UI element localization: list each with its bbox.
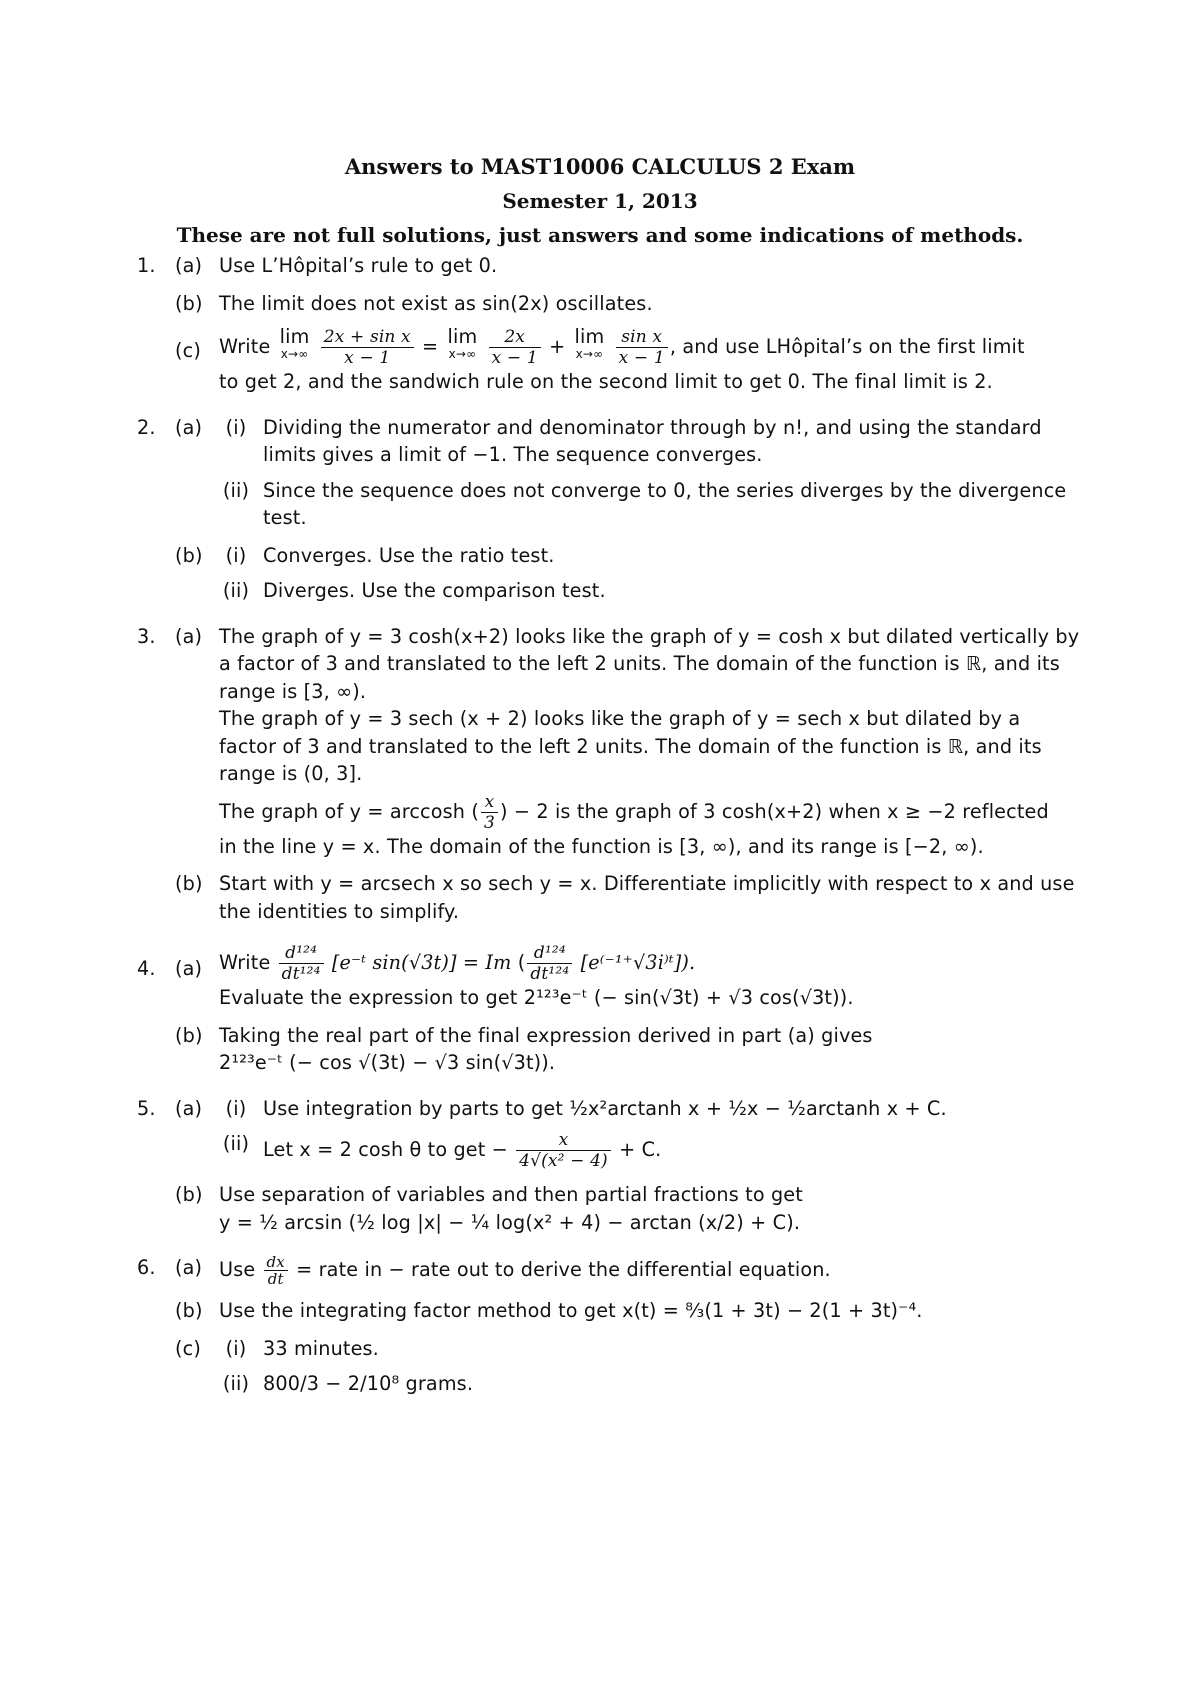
question-number: 2. bbox=[137, 415, 156, 439]
question-number: 3. bbox=[137, 624, 156, 648]
part-1c bbox=[175, 327, 1080, 396]
answer-paragraph: The graph of y = 3 sech (x + 2) looks like the graph of y = sech x but dilated by a factor of 3 and translated to the left 2 units. The domain of the function is ℝ, and its range is (0, 3]. bbox=[219, 707, 1042, 785]
subpart-label: (ii) bbox=[222, 478, 250, 502]
answer-text: to get 2, and the sandwich rule on the second limit to get 0. The final limit is 2. bbox=[219, 370, 993, 393]
question-number: 5. bbox=[137, 1096, 156, 1120]
subpart-2b-ii bbox=[219, 577, 1080, 605]
subpart-2a-i bbox=[219, 414, 1080, 469]
answer-text: in the line y = x. The domain of the function is [3, ∞), and its range is [−2, ∞). bbox=[219, 834, 984, 858]
question-number: 1. bbox=[137, 254, 156, 277]
lim-subscript: x→∞ bbox=[575, 347, 604, 361]
fraction bbox=[489, 327, 541, 368]
lim-subscript: x→∞ bbox=[280, 347, 309, 361]
answer-text: Evaluate the expression to get 2¹²³e⁻ᵗ (− sin(√3t) + √3 cos(√3t)). bbox=[219, 986, 854, 1009]
part-3a bbox=[175, 623, 1080, 861]
subpart-label: (i) bbox=[225, 1096, 247, 1120]
numerator: d¹²⁴ bbox=[279, 943, 324, 964]
lim-word: lim bbox=[279, 325, 310, 348]
part-label: (a) bbox=[175, 957, 203, 980]
denominator: dt¹²⁴ bbox=[281, 964, 321, 984]
denominator: 4√(x² − 4) bbox=[519, 1151, 608, 1171]
part-1a bbox=[175, 252, 1080, 280]
part-label: (b) bbox=[175, 1023, 203, 1047]
numerator: x bbox=[516, 1130, 611, 1151]
numerator: d¹²⁴ bbox=[527, 943, 572, 964]
derivative-fraction bbox=[279, 943, 324, 984]
part-4a bbox=[175, 943, 1080, 1012]
subpart-label: (ii) bbox=[222, 1132, 250, 1155]
method-text: , and use LHôpital’s on the first limit bbox=[669, 335, 1025, 358]
part-label: (b) bbox=[175, 291, 203, 315]
subpart-2a-ii bbox=[219, 477, 1080, 532]
denominator: x − 1 bbox=[491, 348, 538, 368]
part-label: (b) bbox=[175, 543, 203, 567]
part-label: (a) bbox=[175, 624, 203, 648]
part-label: (a) bbox=[175, 1096, 203, 1120]
numerator: 2x + sin x bbox=[321, 327, 414, 348]
fraction bbox=[481, 792, 498, 833]
lim-subscript: x→∞ bbox=[448, 347, 477, 361]
answer-text: Use separation of variables and then partial fractions to get bbox=[219, 1183, 803, 1206]
derivative-fraction bbox=[527, 943, 572, 984]
part-label: (a) bbox=[175, 254, 203, 277]
question-3 bbox=[125, 623, 1080, 926]
subpart-label: (ii) bbox=[222, 1372, 250, 1395]
plus-sign: + bbox=[549, 335, 566, 358]
answer-text: Converges. Use the ratio test. bbox=[263, 543, 555, 567]
disclaimer-line: These are not full solutions, just answers and some indications of methods. bbox=[176, 223, 1024, 247]
expression: [e⁽⁻¹⁺√3i⁾ᵗ]). bbox=[580, 951, 696, 974]
part-3b bbox=[175, 870, 1080, 925]
numerator: 2x bbox=[489, 327, 541, 348]
part-label: (c) bbox=[175, 339, 201, 362]
answer-text: 800/3 − 2/10⁸ grams. bbox=[263, 1372, 474, 1395]
answer-text: Since the sequence does not converge to 0, the series diverges by the divergence test. bbox=[263, 478, 1067, 529]
part-6b bbox=[175, 1297, 1080, 1325]
numerator: dx bbox=[264, 1254, 288, 1271]
part-label: (a) bbox=[175, 415, 203, 439]
numerator: sin x bbox=[616, 327, 668, 348]
limit-operator bbox=[280, 327, 310, 361]
denominator: x − 1 bbox=[618, 348, 665, 368]
part-2b bbox=[175, 542, 1080, 605]
answer-text: + C. bbox=[619, 1138, 662, 1161]
subpart-6c-i bbox=[219, 1335, 1080, 1363]
answers-body bbox=[125, 252, 1080, 1416]
question-1 bbox=[125, 252, 1080, 396]
answer-text: = rate in − rate out to derive the differential equation. bbox=[296, 1258, 831, 1281]
subpart-label: (i) bbox=[225, 1336, 247, 1360]
fraction bbox=[321, 327, 414, 368]
answer-text: The graph of y = arccosh bbox=[219, 799, 466, 823]
document-title: Answers to MAST10006 CALCULUS 2 Exam bbox=[344, 154, 856, 179]
answer-text: Let x = 2 cosh θ to get − bbox=[263, 1138, 508, 1161]
answer-text: 33 minutes. bbox=[263, 1336, 379, 1360]
subpart-2b-i bbox=[219, 542, 1080, 570]
question-number: 6. bbox=[137, 1256, 156, 1279]
document-header bbox=[0, 150, 1200, 252]
limit-operator bbox=[448, 327, 478, 361]
formula-line bbox=[219, 327, 1080, 368]
part-6a bbox=[175, 1254, 1080, 1287]
answer-text: Use integration by parts to get ½x²arctanh x + ½x − ½arctanh x + C. bbox=[263, 1096, 947, 1120]
equals-sign: = bbox=[422, 335, 439, 358]
subpart-5a-ii bbox=[219, 1130, 1080, 1171]
answer-text: Taking the real part of the final expression derived in part (a) gives bbox=[219, 1023, 873, 1047]
answer-text: Use L’Hôpital’s rule to get 0. bbox=[219, 254, 498, 277]
answer-text: The limit does not exist as sin(2x) oscillates. bbox=[219, 291, 653, 315]
part-label: (c) bbox=[175, 1336, 201, 1360]
write-word: Write bbox=[219, 335, 271, 358]
part-6c bbox=[175, 1335, 1080, 1398]
numerator: x bbox=[481, 792, 498, 813]
part-label: (b) bbox=[175, 872, 203, 895]
lim-word: lim bbox=[574, 325, 605, 348]
answer-text: y = ½ arcsin (½ log |x| − ¼ log(x² + 4) − arctan (x/2) + C). bbox=[219, 1210, 801, 1234]
denominator: x − 1 bbox=[344, 348, 391, 368]
answer-text: Diverges. Use the comparison test. bbox=[263, 579, 606, 602]
subpart-6c-ii bbox=[219, 1370, 1080, 1398]
fraction bbox=[616, 327, 668, 368]
part-5b bbox=[175, 1181, 1080, 1236]
denominator: dt bbox=[267, 1270, 284, 1288]
use-word: Use bbox=[219, 1258, 256, 1281]
subpart-5a-i bbox=[219, 1095, 1080, 1123]
answer-text: Use the integrating factor method to get x(t) = ⁸⁄₃(1 + 3t) − 2(1 + 3t)⁻⁴. bbox=[219, 1299, 923, 1322]
answer-text: Start with y = arcsech x so sech y = x. Differentiate implicitly with respect to x and use the identities to simplify. bbox=[219, 872, 1075, 923]
part-label: (b) bbox=[175, 1299, 203, 1322]
part-2a bbox=[175, 414, 1080, 532]
answer-paragraph: The graph of y = 3 cosh(x+2) looks like the graph of y = cosh x but dilated vertically by a factor of 3 and translated to the left 2 units. The domain of the function is ℝ, and its range is [3, ∞). bbox=[219, 624, 1080, 703]
answer-text: − 2 is the graph of 3 cosh(x+2) when x ≥ −2 reflected bbox=[513, 799, 1049, 823]
answer-text: Dividing the numerator and denominator through by n!, and using the standard limits gives a limit of −1. The sequence converges. bbox=[263, 415, 1042, 466]
subpart-label: (i) bbox=[225, 543, 247, 567]
question-5 bbox=[125, 1095, 1080, 1237]
denominator: dt¹²⁴ bbox=[530, 964, 570, 984]
fraction bbox=[264, 1254, 288, 1287]
formula-line: Write $\frac{\text{d¹²⁴}}{\text{dt¹²⁴}}$ [e⁻ᵗ sin(√3t)] = Im ( $\frac{\text{d¹²⁴}}{\text{dt¹²⁴}}$ [e⁽⁻¹⁺√3i⁾ᵗ]). bbox=[219, 943, 696, 984]
part-label: (b) bbox=[175, 1183, 203, 1206]
question-number: 4. bbox=[137, 957, 156, 980]
formula-line: The graph of y = arccosh ( $\frac{x}{3}$ ) − 2 is the graph of 3 cosh(x+2) when x ≥ −2 reflected bbox=[219, 791, 1049, 833]
part-label: (a) bbox=[175, 1256, 203, 1279]
denominator: 3 bbox=[484, 812, 495, 833]
subpart-label: (i) bbox=[225, 415, 247, 439]
write-word: Write bbox=[219, 951, 271, 974]
part-1b bbox=[175, 290, 1080, 318]
semester-line: Semester 1, 2013 bbox=[502, 189, 698, 213]
part-5a bbox=[175, 1095, 1080, 1172]
limit-operator bbox=[575, 327, 605, 361]
question-6 bbox=[125, 1254, 1080, 1398]
answer-text: 2¹²³e⁻ᵗ (− cos √(3t) − √3 sin(√3t)). bbox=[219, 1051, 556, 1074]
question-4 bbox=[125, 943, 1080, 1077]
question-2 bbox=[125, 414, 1080, 605]
lim-word: lim bbox=[447, 325, 478, 348]
subpart-label: (ii) bbox=[222, 579, 250, 602]
fraction bbox=[516, 1130, 611, 1171]
expression: [e⁻ᵗ sin(√3t)] = Im bbox=[331, 951, 512, 974]
part-4b bbox=[175, 1022, 1080, 1077]
